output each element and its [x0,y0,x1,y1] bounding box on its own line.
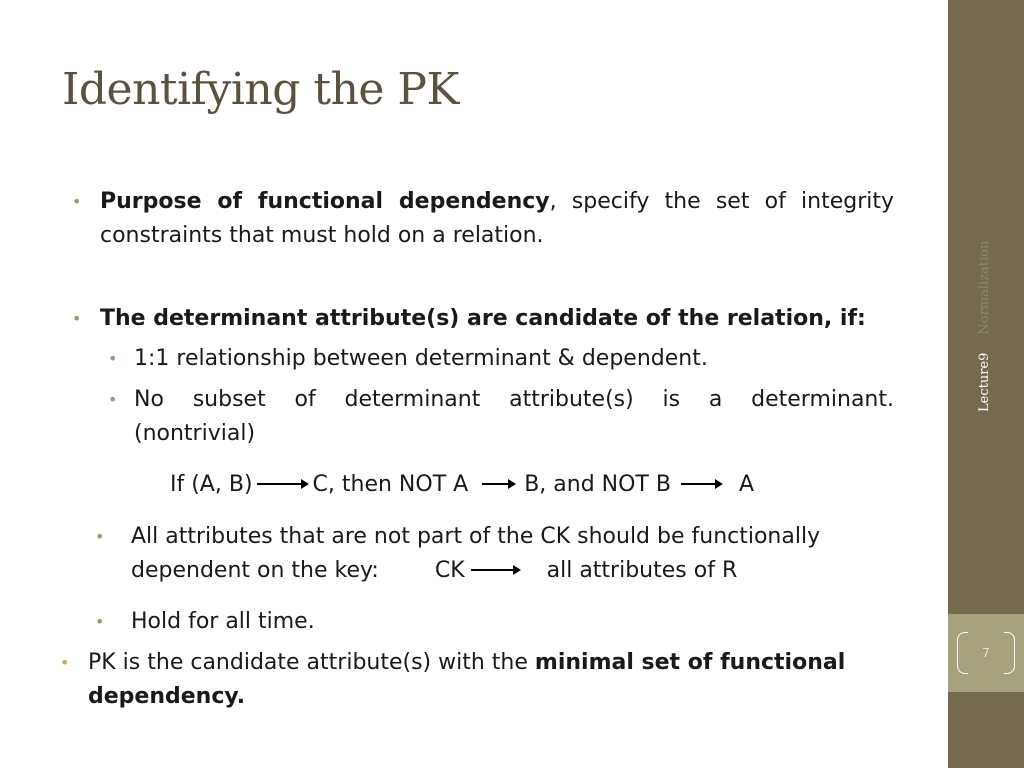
ck-line-2 [131,554,911,588]
slide-title: Identifying the PK [62,64,459,115]
hold-text: Hold for all time. [131,609,315,634]
ck-line-2-c: all attributes of R [546,558,738,583]
purpose-line-2: constraints that must hold on a relation. [100,223,544,248]
pk-line-2 [88,680,888,714]
bullet-purpose [72,185,894,253]
ck-line-1: All attributes that are not part of the CK should be functionally [131,524,821,549]
bullet-dot: • [72,192,82,211]
formula-part-4: A [738,472,755,497]
ck-label: CK [434,558,465,583]
formula-part-2: C, then NOT A [312,472,469,497]
ck-line-2-a: dependent on the key: [131,558,379,583]
bullet-hold [95,605,911,639]
bullet-ck [95,520,911,588]
sub1-text: 1:1 relationship between determinant & dependent. [134,346,708,371]
pk-line-2-bold: dependency. [88,684,246,709]
sub-bullet-1 [108,342,894,376]
pk-line-1 [88,646,888,680]
arrow-icon [257,483,307,485]
pk-line-1-text: PK is the candidate attribute(s) with the [88,650,535,675]
sub2-line-2: (nontrivial) [134,421,256,446]
purpose-line-1 [100,185,894,219]
bullet-pk [60,646,888,714]
page-number-pane [948,614,1024,692]
purpose-bold: Purpose of functional dependency [100,189,550,214]
sub2-line-1: No subset of determinant attribute(s) is a determinant. [134,387,894,412]
arrow-icon [471,569,519,571]
pk-line-1-bold: minimal set of functional [534,650,846,675]
fd-formula [170,468,754,502]
page-number: 7 [982,646,990,660]
bullet-dot: • [72,309,82,328]
bullet-dot: • [108,390,118,409]
lecture-label: Lecture9 [976,352,992,412]
topic-label: Normalization [976,240,992,335]
determinant-heading: The determinant attribute(s) are candidate of the relation, if: [100,306,866,331]
purpose-rest-1: , specify the set of integrity [549,189,894,214]
arrow-icon [681,483,721,485]
sub-bullet-2 [108,383,894,451]
bullet-dot: • [60,653,70,672]
bullet-dot: • [95,612,105,631]
formula-part-3: B, and NOT B [524,472,671,497]
sidebar-vertical-caption [974,242,994,412]
bullet-determinant [72,302,894,336]
bullet-dot: • [108,349,118,368]
arrow-icon [482,483,514,485]
formula-part-1: If (A, B) [170,472,253,497]
bullet-dot: • [95,527,105,546]
